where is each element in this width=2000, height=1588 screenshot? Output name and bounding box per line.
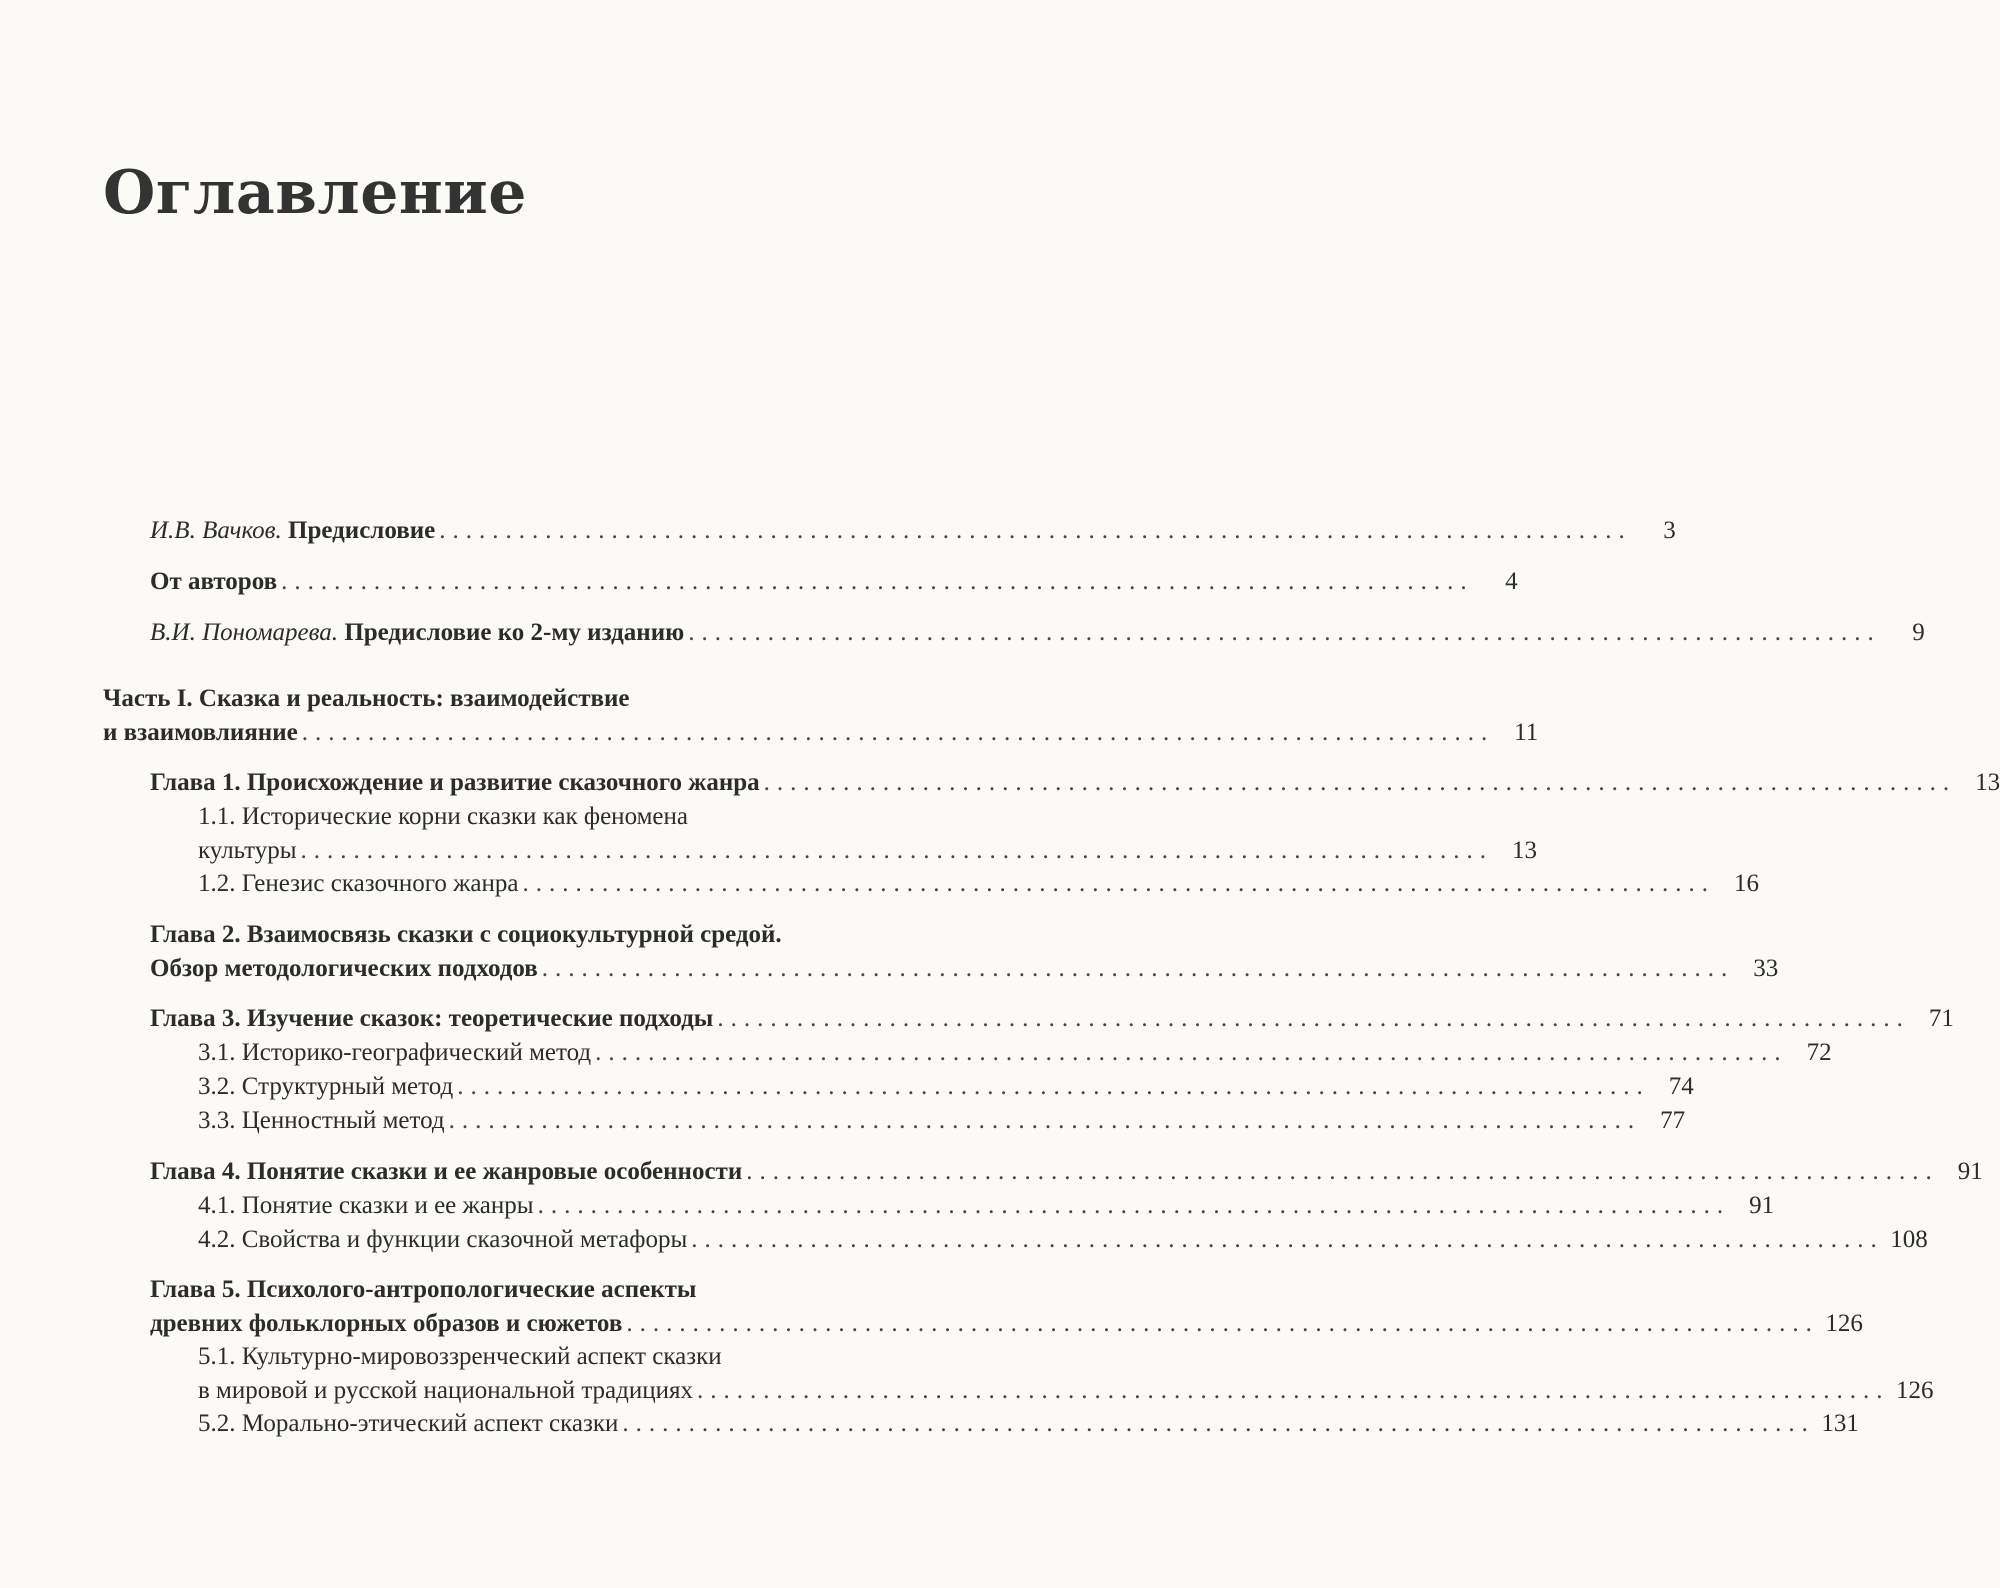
page-number: 9 xyxy=(1912,619,1925,646)
dot-leader: .......................................................................................... xyxy=(439,517,1632,544)
entry-title-line-1: 1.1. Исторические корни сказки как феномена xyxy=(198,803,688,830)
dot-leader: .......................................................................................... xyxy=(301,719,1495,746)
dot-leader: .......................................................................................... xyxy=(697,1377,1890,1404)
page-number: 126 xyxy=(1896,1377,1934,1404)
toc-entry-section-3-1[interactable] xyxy=(198,1036,1832,1070)
dot-leader: .......................................................................................... xyxy=(448,1107,1642,1134)
entry-title-line-2: Обзор методологических подходов xyxy=(150,955,538,982)
dot-leader: .......................................................................................... xyxy=(300,837,1494,864)
entry-title: Глава 1. Происхождение и развитие сказочного жанра xyxy=(150,769,760,796)
entry-title-line-1: Часть I. Сказка и реальность: взаимодействие xyxy=(103,685,630,712)
entry-title: Глава 3. Изучение сказок: теоретические подходы xyxy=(150,1005,714,1032)
entry-title-line-2: и взаимовлияние xyxy=(103,719,298,746)
page-number: 91 xyxy=(1749,1192,1775,1219)
toc-entry-part-1[interactable] xyxy=(103,682,1539,750)
entry-title-line-1: Глава 2. Взаимосвязь сказки с социокультурной средой. xyxy=(150,921,782,948)
dot-leader: .......................................................................................... xyxy=(595,1039,1788,1066)
entry-title-line-2: культуры xyxy=(198,837,297,864)
dot-leader: .......................................................................................... xyxy=(691,1226,1884,1253)
page-number: 126 xyxy=(1825,1310,1863,1337)
dot-leader: .......................................................................................... xyxy=(746,1158,1939,1185)
toc-entry-from-authors[interactable] xyxy=(150,565,1518,599)
toc-entry-section-1-2[interactable] xyxy=(198,867,1759,901)
page-number: 13 xyxy=(1512,837,1538,864)
dot-leader: .......................................................................................... xyxy=(457,1073,1650,1100)
toc-entry-section-5-1[interactable] xyxy=(198,1340,1934,1408)
entry-author: В.И. Пономарева. xyxy=(150,619,339,646)
entry-title: 4.2. Свойства и функции сказочной метафоры xyxy=(198,1226,688,1253)
dot-leader: .......................................................................................... xyxy=(541,955,1735,982)
page-title: Оглавление xyxy=(103,158,527,228)
page-number: 131 xyxy=(1821,1410,1859,1437)
entry-title: 3.2. Структурный метод xyxy=(198,1073,454,1100)
toc-entry-section-1-1[interactable] xyxy=(198,800,1538,868)
page-number: 77 xyxy=(1660,1107,1686,1134)
dot-leader: .......................................................................................... xyxy=(717,1005,1910,1032)
toc-entry-preface[interactable] xyxy=(150,514,1676,548)
dot-leader: .......................................................................................... xyxy=(688,619,1881,646)
toc-entry-section-3-2[interactable] xyxy=(198,1070,1694,1104)
entry-title: 3.1. Историко-географический метод xyxy=(198,1039,592,1066)
dot-leader: .......................................................................................... xyxy=(281,568,1474,595)
page-number: 108 xyxy=(1890,1226,1928,1253)
toc-entry-section-4-2[interactable] xyxy=(198,1223,1928,1257)
toc-entry-chapter-2[interactable] xyxy=(150,918,1779,986)
entry-title: 4.1. Понятие сказки и ее жанры xyxy=(198,1192,534,1219)
dot-leader: .......................................................................................... xyxy=(622,1410,1815,1437)
entry-author: И.В. Вачков. xyxy=(150,517,282,544)
toc-entry-chapter-3[interactable] xyxy=(150,1002,1954,1036)
entry-title: Предисловие ко 2-му изданию xyxy=(344,619,685,646)
page-number: 13 xyxy=(1975,769,2000,796)
entry-title-line-1: Глава 5. Психолого-антропологические аспекты xyxy=(150,1276,697,1303)
toc-entry-section-5-2[interactable] xyxy=(198,1407,1859,1441)
toc-entry-chapter-4[interactable] xyxy=(150,1155,1983,1189)
page-number: 4 xyxy=(1505,568,1518,595)
dot-leader: .......................................................................................... xyxy=(763,769,1957,796)
entry-title: Предисловие xyxy=(288,517,436,544)
page-number: 3 xyxy=(1663,517,1676,544)
entry-title-line-1: 5.1. Культурно-мировоззренческий аспект сказки xyxy=(198,1343,722,1370)
page-number: 33 xyxy=(1753,955,1779,982)
toc-entry-section-4-1[interactable] xyxy=(198,1189,1775,1223)
toc-entry-chapter-1[interactable] xyxy=(150,766,2000,800)
page-number: 71 xyxy=(1928,1005,1954,1032)
page-number: 74 xyxy=(1668,1073,1694,1100)
entry-title: От авторов xyxy=(150,568,278,595)
dot-leader: .......................................................................................... xyxy=(537,1192,1731,1219)
toc-entry-chapter-5[interactable] xyxy=(150,1273,1863,1341)
page-number: 91 xyxy=(1957,1158,1983,1185)
entry-title: Глава 4. Понятие сказки и ее жанровые особенности xyxy=(150,1158,743,1185)
page-number: 16 xyxy=(1734,870,1759,897)
page-number: 11 xyxy=(1514,719,1539,746)
entry-title: 1.2. Генезис сказочного жанра xyxy=(198,870,519,897)
page-number: 72 xyxy=(1806,1039,1832,1066)
entry-title-line-2: древних фольклорных образов и сюжетов xyxy=(150,1310,623,1337)
dot-leader: .......................................................................................... xyxy=(626,1310,1819,1337)
toc-entry-section-3-3[interactable] xyxy=(198,1104,1686,1138)
dot-leader: .......................................................................................... xyxy=(522,870,1715,897)
entry-title-line-2: в мировой и русской национальной традициях xyxy=(198,1377,694,1404)
entry-title: 5.2. Морально-этический аспект сказки xyxy=(198,1410,619,1437)
entry-title: 3.3. Ценностный метод xyxy=(198,1107,445,1134)
toc-entry-preface-2nd-edition[interactable] xyxy=(150,616,1925,650)
